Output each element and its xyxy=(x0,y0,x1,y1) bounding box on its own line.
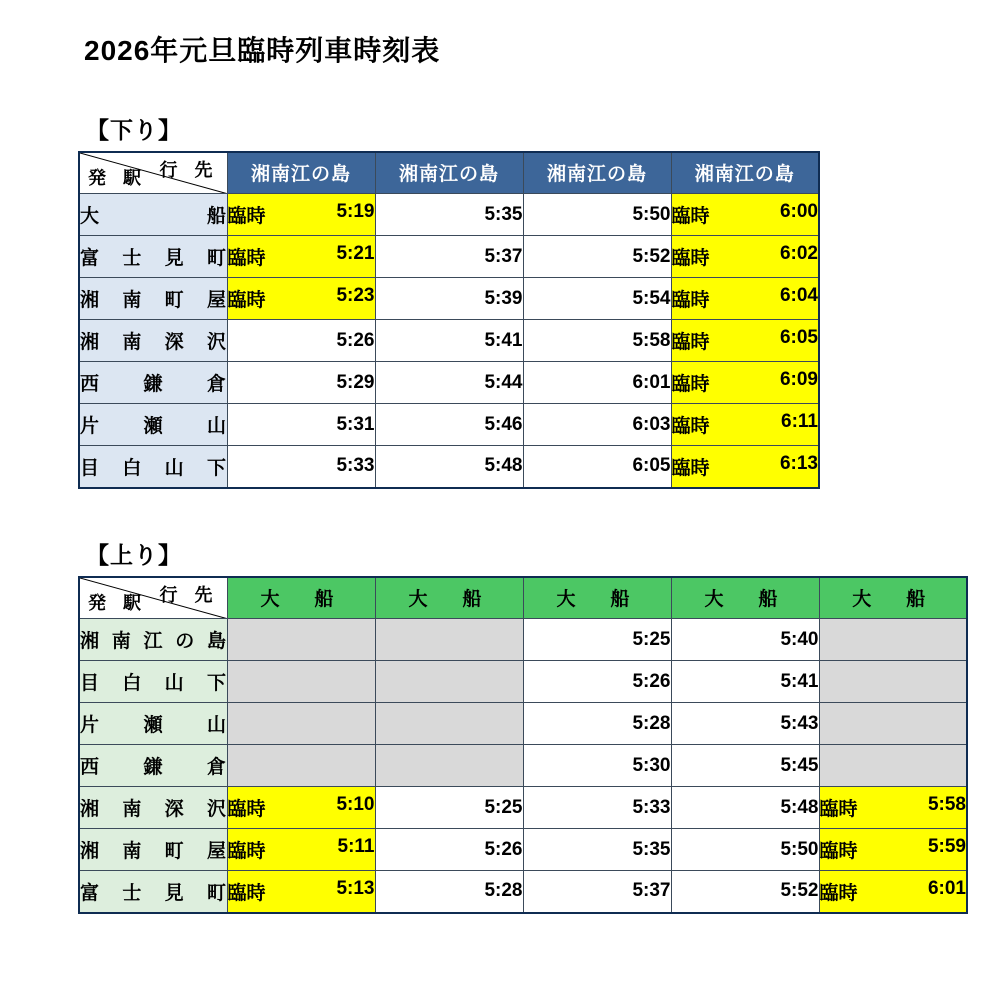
departure-time: 5:35 xyxy=(632,838,671,860)
departure-time: 5:26 xyxy=(336,329,375,351)
station-name-cell xyxy=(79,745,227,787)
departure-time: 5:52 xyxy=(632,245,671,267)
no-service-cell xyxy=(227,661,375,703)
section-label-up: 【上り】 xyxy=(86,541,182,568)
time-cell xyxy=(523,446,671,488)
station-name-text: 目 白 山 下 xyxy=(80,457,227,479)
departure-time: 5:37 xyxy=(632,880,671,902)
corner-destination-label: 行 先 xyxy=(159,159,219,180)
table-row xyxy=(79,745,967,787)
extra-train-time-cell xyxy=(819,829,967,871)
extra-train-tag: 臨時 xyxy=(671,374,710,396)
station-name-cell xyxy=(79,320,227,362)
departure-time: 5:31 xyxy=(336,413,375,435)
extra-train-time-cell xyxy=(227,194,375,236)
departure-time: 5:25 xyxy=(632,628,671,650)
time-cell xyxy=(671,745,819,787)
extra-train-time-cell xyxy=(819,787,967,829)
corner-origin-label: 発 駅 xyxy=(88,593,148,614)
no-service-cell xyxy=(819,619,967,661)
departure-time: 5:46 xyxy=(484,413,523,435)
destination-header: 湘南江の島 xyxy=(523,152,671,194)
departure-time: 5:19 xyxy=(336,201,375,223)
departure-time: 5:28 xyxy=(484,880,523,902)
extra-train-tag: 臨時 xyxy=(671,457,710,479)
no-service-cell xyxy=(819,703,967,745)
no-service-cell xyxy=(375,619,523,661)
station-name-text: 湘 南 深 沢 xyxy=(80,799,227,821)
extra-train-time-cell xyxy=(819,871,967,913)
time-cell xyxy=(523,236,671,278)
station-name-text: 富 士 見 町 xyxy=(80,882,227,904)
departure-time: 6:13 xyxy=(779,452,818,474)
time-cell xyxy=(523,320,671,362)
time-cell xyxy=(523,194,671,236)
station-name-cell xyxy=(79,236,227,278)
time-cell xyxy=(523,362,671,404)
table-row xyxy=(79,320,819,362)
no-service-cell xyxy=(375,703,523,745)
station-name-cell xyxy=(79,703,227,745)
time-cell xyxy=(375,236,523,278)
departure-time: 6:00 xyxy=(779,201,818,223)
time-cell xyxy=(671,829,819,871)
departure-time: 5:28 xyxy=(632,712,671,734)
time-cell xyxy=(375,829,523,871)
time-cell xyxy=(523,278,671,320)
destination-header: 大 船 xyxy=(523,577,671,619)
departure-time: 5:44 xyxy=(484,371,523,393)
departure-time: 5:37 xyxy=(484,245,523,267)
departure-time: 6:03 xyxy=(632,413,671,435)
station-name-text: 富 士 見 町 xyxy=(80,248,227,270)
station-name-text: 目 白 山 下 xyxy=(80,673,227,695)
time-cell xyxy=(375,320,523,362)
departure-time: 6:05 xyxy=(779,327,818,349)
departure-time: 5:52 xyxy=(780,880,819,902)
time-cell xyxy=(227,404,375,446)
table-row xyxy=(79,619,967,661)
station-name-text: 湘 南 深 沢 xyxy=(80,332,227,354)
time-cell xyxy=(523,661,671,703)
departure-time: 5:26 xyxy=(484,838,523,860)
time-cell xyxy=(523,404,671,446)
no-service-cell xyxy=(227,745,375,787)
time-cell xyxy=(523,619,671,661)
corner-origin-label: 発 駅 xyxy=(88,168,148,189)
corner-header-up xyxy=(79,577,227,619)
departure-time: 5:26 xyxy=(632,670,671,692)
station-name-text: 湘 南 江 の 島 xyxy=(80,631,227,653)
departure-time: 6:01 xyxy=(632,371,671,393)
station-name-cell xyxy=(79,787,227,829)
timetable-up-body xyxy=(79,577,967,913)
departure-time: 5:58 xyxy=(632,329,671,351)
extra-train-tag: 臨時 xyxy=(227,882,266,904)
time-cell xyxy=(671,619,819,661)
station-name-text: 湘 南 町 屋 xyxy=(80,290,227,312)
no-service-cell xyxy=(227,619,375,661)
no-service-cell xyxy=(375,745,523,787)
section-label-down: 【下り】 xyxy=(86,116,182,143)
departure-time: 5:45 xyxy=(780,754,819,776)
departure-time: 5:40 xyxy=(780,628,819,650)
extra-train-time-cell xyxy=(671,404,819,446)
departure-time: 5:39 xyxy=(484,287,523,309)
extra-train-time-cell xyxy=(671,194,819,236)
departure-time: 5:48 xyxy=(484,455,523,477)
extra-train-tag: 臨時 xyxy=(819,799,858,821)
table-row xyxy=(79,787,967,829)
station-name-text: 西 鎌 倉 xyxy=(80,374,227,396)
departure-time: 5:21 xyxy=(336,243,375,265)
destination-header: 湘南江の島 xyxy=(375,152,523,194)
extra-train-time-cell xyxy=(671,362,819,404)
header-row-up xyxy=(79,577,967,619)
station-name-text: 片 瀬 山 xyxy=(80,715,227,737)
time-cell xyxy=(523,787,671,829)
station-name-text: 湘 南 町 屋 xyxy=(80,841,227,863)
departure-time: 5:50 xyxy=(780,838,819,860)
time-cell xyxy=(227,320,375,362)
time-cell xyxy=(375,871,523,913)
extra-train-tag: 臨時 xyxy=(227,841,266,863)
table-row xyxy=(79,871,967,913)
extra-train-tag: 臨時 xyxy=(671,332,710,354)
departure-time: 5:30 xyxy=(632,754,671,776)
extra-train-time-cell xyxy=(671,236,819,278)
time-cell xyxy=(375,362,523,404)
extra-train-tag: 臨時 xyxy=(227,799,266,821)
departure-time: 6:05 xyxy=(632,455,671,477)
extra-train-time-cell xyxy=(671,278,819,320)
extra-train-tag: 臨時 xyxy=(671,206,710,228)
no-service-cell xyxy=(819,745,967,787)
departure-time: 5:11 xyxy=(337,836,375,858)
header-row-down xyxy=(79,152,819,194)
departure-time: 5:43 xyxy=(780,712,819,734)
departure-time: 5:58 xyxy=(927,794,966,816)
departure-time: 6:01 xyxy=(927,877,966,899)
timetable-down xyxy=(78,151,820,489)
destination-header: 大 船 xyxy=(375,577,523,619)
time-cell xyxy=(523,703,671,745)
no-service-cell xyxy=(375,661,523,703)
extra-train-time-cell xyxy=(227,829,375,871)
station-name-cell xyxy=(79,278,227,320)
station-name-cell xyxy=(79,661,227,703)
departure-time: 5:13 xyxy=(336,877,375,899)
departure-time: 5:25 xyxy=(484,796,523,818)
extra-train-time-cell xyxy=(671,446,819,488)
departure-time: 5:29 xyxy=(336,371,375,393)
time-cell xyxy=(671,787,819,829)
page-title: 2026年元旦臨時列車時刻表 xyxy=(84,35,441,66)
table-row xyxy=(79,194,819,236)
destination-header: 大 船 xyxy=(819,577,967,619)
no-service-cell xyxy=(227,703,375,745)
table-row xyxy=(79,278,819,320)
section-down xyxy=(78,112,1000,489)
destination-header: 湘南江の島 xyxy=(671,152,819,194)
departure-time: 5:41 xyxy=(484,329,523,351)
time-cell xyxy=(671,871,819,913)
time-cell xyxy=(523,871,671,913)
extra-train-time-cell xyxy=(227,236,375,278)
table-row xyxy=(79,661,967,703)
extra-train-tag: 臨時 xyxy=(671,290,710,312)
time-cell xyxy=(375,787,523,829)
timetable-up xyxy=(78,576,968,914)
departure-time: 5:35 xyxy=(484,203,523,225)
departure-time: 5:50 xyxy=(632,203,671,225)
departure-time: 5:33 xyxy=(336,455,375,477)
time-cell xyxy=(375,404,523,446)
extra-train-tag: 臨時 xyxy=(819,841,858,863)
time-cell xyxy=(375,278,523,320)
table-row xyxy=(79,703,967,745)
departure-time: 6:11 xyxy=(781,411,818,433)
time-cell xyxy=(671,661,819,703)
time-cell xyxy=(375,446,523,488)
station-name-cell xyxy=(79,404,227,446)
corner-header-down xyxy=(79,152,227,194)
departure-time: 5:59 xyxy=(927,836,966,858)
time-cell xyxy=(227,362,375,404)
station-name-cell xyxy=(79,446,227,488)
extra-train-time-cell xyxy=(227,871,375,913)
station-name-cell xyxy=(79,194,227,236)
table-row xyxy=(79,362,819,404)
table-row xyxy=(79,404,819,446)
section-up xyxy=(78,537,1000,914)
corner-destination-label: 行 先 xyxy=(159,584,219,605)
destination-header: 大 船 xyxy=(227,577,375,619)
station-name-cell xyxy=(79,362,227,404)
time-cell xyxy=(227,446,375,488)
table-row xyxy=(79,829,967,871)
extra-train-tag: 臨時 xyxy=(671,416,710,438)
station-name-text: 西 鎌 倉 xyxy=(80,757,227,779)
station-name-cell xyxy=(79,619,227,661)
departure-time: 5:33 xyxy=(632,796,671,818)
extra-train-time-cell xyxy=(227,787,375,829)
departure-time: 5:41 xyxy=(780,670,819,692)
extra-train-tag: 臨時 xyxy=(671,248,710,270)
station-name-text: 片 瀬 山 xyxy=(80,416,227,438)
time-cell xyxy=(375,194,523,236)
no-service-cell xyxy=(819,661,967,703)
departure-time: 5:54 xyxy=(632,287,671,309)
departure-time: 5:48 xyxy=(780,796,819,818)
timetable-down-body xyxy=(79,152,819,488)
station-name-cell xyxy=(79,829,227,871)
time-cell xyxy=(523,745,671,787)
time-cell xyxy=(523,829,671,871)
departure-time: 6:09 xyxy=(779,369,818,391)
extra-train-tag: 臨時 xyxy=(227,206,266,228)
departure-time: 5:23 xyxy=(336,285,375,307)
destination-header: 湘南江の島 xyxy=(227,152,375,194)
time-cell xyxy=(671,703,819,745)
table-row xyxy=(79,236,819,278)
extra-train-tag: 臨時 xyxy=(819,882,858,904)
extra-train-time-cell xyxy=(671,320,819,362)
departure-time: 6:02 xyxy=(779,243,818,265)
station-name-text: 大 船 xyxy=(80,206,227,228)
extra-train-tag: 臨時 xyxy=(227,290,266,312)
station-name-cell xyxy=(79,871,227,913)
destination-header: 大 船 xyxy=(671,577,819,619)
departure-time: 5:10 xyxy=(336,794,375,816)
departure-time: 6:04 xyxy=(779,285,818,307)
extra-train-time-cell xyxy=(227,278,375,320)
table-row xyxy=(79,446,819,488)
extra-train-tag: 臨時 xyxy=(227,248,266,270)
